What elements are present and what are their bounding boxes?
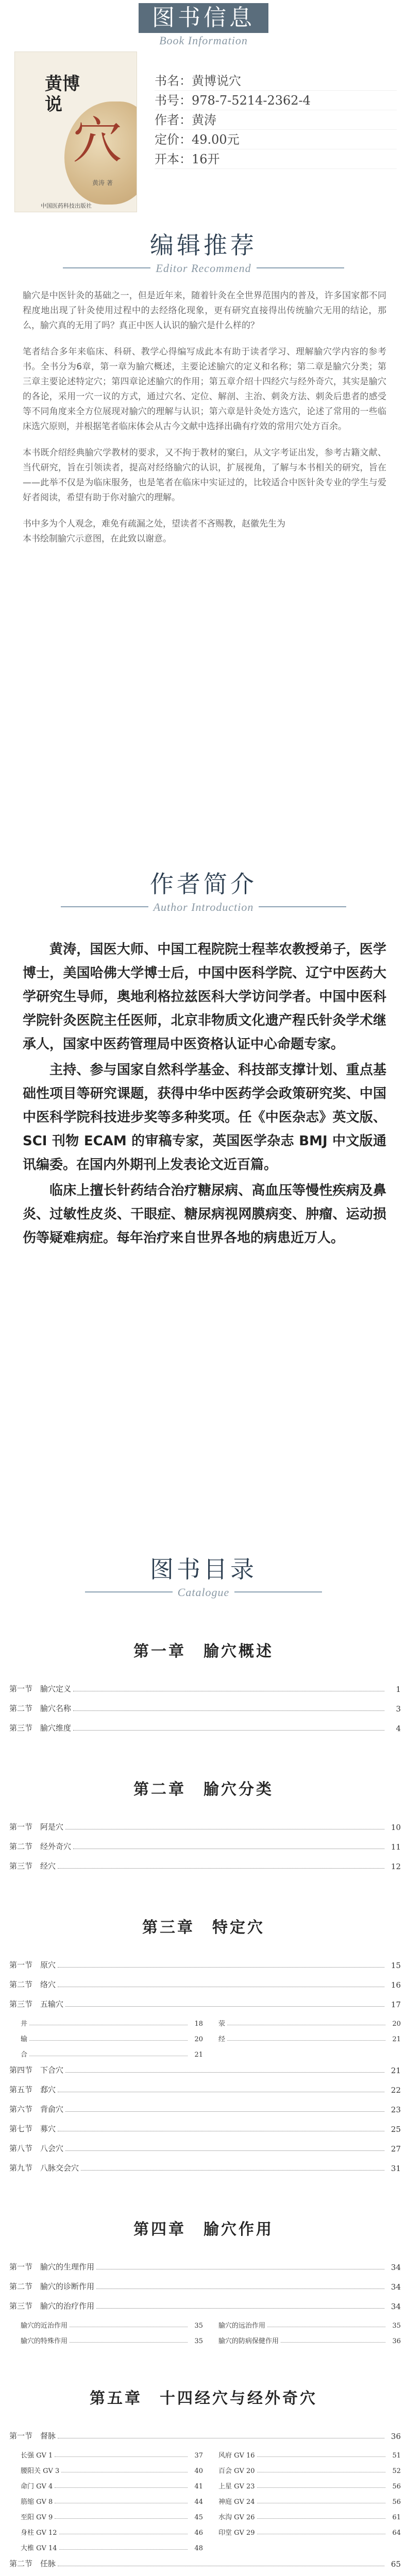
toc-subentry-pair [21, 2016, 401, 2028]
toc-section-name: 募穴 [40, 2124, 56, 2133]
toc-subentry-name: 荥 [218, 2020, 226, 2028]
book-info-title-bar [139, 3, 268, 33]
toc-page-number: 21 [391, 2066, 401, 2075]
toc-subentry [21, 2448, 203, 2460]
toc-subentry-pair [21, 2510, 401, 2521]
toc-section-name: 背俞穴 [40, 2105, 64, 2114]
toc-page-number: 41 [194, 2483, 203, 2490]
toc-page-number: 51 [392, 2452, 401, 2460]
toc-leader [96, 2308, 384, 2309]
author-subtitle: Author Introduction [153, 901, 254, 913]
toc-page-number: 31 [391, 2164, 401, 2173]
toc-page-number: 56 [392, 2498, 401, 2506]
toc-subentry [21, 2526, 203, 2537]
toc-entry [9, 2063, 401, 2075]
toc-page-number: 21 [392, 2036, 401, 2043]
toc-section-name: 督脉 [40, 2431, 56, 2441]
toc-subentry-name: 神庭 GV 24 [218, 2498, 255, 2506]
toc-entry [9, 2122, 401, 2134]
toc-page-number: 20 [392, 2020, 401, 2028]
toc-section-name: 腧穴名称 [40, 1704, 72, 1713]
book-title-field: 书名：黄博说穴 [155, 71, 397, 91]
toc-entry [9, 2429, 401, 2441]
toc-subentry [218, 2318, 401, 2330]
toc-subentry-pair [21, 2479, 401, 2490]
toc-entry [9, 2556, 401, 2569]
toc-subentry-pair [21, 2541, 401, 2552]
toc-section-name: 腧穴的生理作用 [40, 2262, 95, 2272]
toc-page-number: 34 [391, 2282, 401, 2292]
toc-leader [65, 2111, 384, 2112]
toc-leader [65, 2006, 384, 2007]
toc-section-name: 任脉 [40, 2559, 56, 2568]
toc-subentry-name: 腧穴的防病保健作用 [218, 2337, 279, 2345]
toc-page-number: 11 [391, 1842, 401, 1852]
toc-leader [73, 1710, 384, 1711]
toc-subentry [21, 2016, 203, 2028]
toc-section-name: 腧穴的诊断作用 [40, 2282, 95, 2291]
toc-subentry-pair [21, 2334, 401, 2345]
toc-subentry-name: 筋缩 GV 8 [21, 2498, 53, 2506]
toc-section-name: 郄穴 [40, 2085, 56, 2094]
toc-leader [227, 2040, 385, 2041]
toc-page-number: 22 [391, 2086, 401, 2095]
toc-section-number: 第二节 [9, 2282, 33, 2291]
toc-subentry [218, 2032, 401, 2043]
toc-page-number: 34 [391, 2302, 401, 2311]
toc-section-number: 第九节 [9, 2163, 33, 2173]
toc-section-number: 第二节 [9, 1980, 33, 1989]
toc-subentry-name: 百会 GV 20 [218, 2467, 255, 2475]
cover-publisher: 中国医药科技出版社 [41, 202, 92, 209]
toc-page-number: 52 [392, 2467, 401, 2475]
toc-entry [9, 1977, 401, 1990]
toc-subentry-name: 腰阳关 GV 3 [21, 2467, 60, 2475]
toc-section-name: 原穴 [40, 1960, 56, 1970]
toc-section-name: 八会穴 [40, 2144, 64, 2153]
toc-subentry [21, 2479, 203, 2490]
toc-subentry [218, 2016, 401, 2028]
book-info-fields [155, 71, 397, 169]
toc-entry [9, 2082, 401, 2095]
toc-section-number: 第三节 [9, 1723, 33, 1733]
toc-leader [59, 2549, 188, 2550]
toc-section-number: 第一节 [9, 1822, 33, 1832]
toc-page-number: 45 [194, 2514, 203, 2521]
toc-subentry [218, 2510, 401, 2521]
toc-page-number: 34 [391, 2263, 401, 2272]
toc-section-name: 八脉交会穴 [40, 2163, 79, 2173]
editor-header [0, 227, 407, 275]
toc-section-name: 腧穴的治疗作用 [40, 2301, 95, 2311]
book-info-title: 图书信息 [152, 5, 255, 31]
toc-leader [58, 1868, 384, 1869]
toc-leader [65, 2150, 384, 2151]
toc-section-name: 经穴 [40, 1861, 56, 1871]
toc-section-number: 第一节 [9, 1960, 33, 1970]
toc-section-number: 第二节 [9, 2559, 33, 2568]
toc-leader [257, 2487, 385, 2488]
toc-page-number: 10 [391, 1823, 401, 1832]
toc-page-number: 16 [391, 1980, 401, 1990]
toc-subentry-name: 腧穴的特殊作用 [21, 2337, 68, 2345]
toc-section-number: 第八节 [9, 2144, 33, 2153]
toc-section-number: 第四节 [9, 2065, 33, 2075]
toc-subentry [218, 2334, 401, 2345]
toc-subentry-name: 风府 GV 16 [218, 2452, 255, 2460]
toc-section-number: 第六节 [9, 2105, 33, 2114]
editor-paragraph: 腧穴是中医针灸的基础之一，但是近年来，随着针灸在全世界范围内的普及，许多国家都不同程度地出现了针灸使用过程中的去经络化现象，更有研究直接得出传统腧穴无用的结论，那么，腧穴真的无用了吗？真正中医人认识的腧穴是什么样的？ [23, 291, 386, 331]
toc-subentry-name: 至阳 GV 9 [21, 2514, 53, 2521]
toc-chapter-title: 第五章 十四经穴与经外奇穴 [90, 2389, 317, 2408]
toc-page-number: 17 [391, 2000, 401, 2009]
toc-page-number: 21 [194, 2051, 203, 2059]
cover-title-line1: 黄博 [45, 74, 80, 94]
toc-subentry [21, 2047, 203, 2059]
cover-author: 黄涛 著 [92, 179, 113, 187]
toc-subentry-name: 腧穴的远治作用 [218, 2322, 266, 2330]
toc-leader [29, 2040, 188, 2041]
toc-subentry-name: 长强 GV 1 [21, 2452, 53, 2460]
toc-subentry [218, 2495, 401, 2506]
toc-subentry [218, 2047, 401, 2059]
editor-paragraph: 笔者结合多年来临床、科研、教学心得编写成此本有助于读者学习、理解腧穴学内容的参考书。全书分为6章，第一章为腧穴概述，主要论述腧穴的定义和名称；第二章是腧穴分类；第三章主要论述特定穴；第四章论述腧穴的作用；第五章介绍十四经穴与经外奇穴，其实是腧穴的各论，采用一穴一议的方式，通过穴名、定位、解剖、主治、刺灸方法、刺灸后患者的感受等不同角度来全方位展现对腧穴的理解与认识；第六章是针灸处方选穴，论述了常用的一些临床选穴原则，并根据笔者临床体会从古今文献中选择出确有疗效的常用穴处方百余。 [23, 347, 386, 432]
toc-subentry-name: 腧穴的近治作用 [21, 2322, 68, 2330]
toc-leader [65, 2072, 384, 2073]
toc-entry [9, 2260, 401, 2272]
toc-subentry-name: 井 [21, 2020, 28, 2028]
toc-section-name: 腧穴定义 [40, 1684, 72, 1693]
book-info-subtitle: Book Information [159, 34, 248, 47]
toc-page-number: 1 [396, 1685, 401, 1694]
toc-section-number: 第一节 [9, 2262, 33, 2272]
toc-section-number: 第三节 [9, 1861, 33, 1871]
book-info-header [0, 2, 407, 47]
toc-section-number: 第七节 [9, 2124, 33, 2133]
toc-page-number: 44 [194, 2498, 203, 2506]
toc-subentry-name: 命门 GV 4 [21, 2483, 53, 2490]
toc-section-name: 经外奇穴 [40, 1842, 72, 1851]
author-field: 作者：黄涛 [155, 110, 397, 130]
toc-page-number: 35 [194, 2322, 203, 2330]
toc-chapter-title: 第一章 腧穴概述 [133, 1642, 274, 1660]
toc-leader [257, 2518, 385, 2519]
toc-section-number: 第五节 [9, 2085, 33, 2094]
toc-entry [9, 1958, 401, 1970]
toc-leader [73, 1730, 384, 1731]
toc-subentry [21, 2541, 203, 2552]
toc-subentry [21, 2318, 203, 2330]
toc-section-number: 第三节 [9, 2301, 33, 2311]
toc-leader [55, 2487, 188, 2488]
toc-section-number: 第二节 [9, 1842, 33, 1851]
toc-subentry-pair [21, 2032, 401, 2043]
author-title: 作者简介 [150, 870, 257, 898]
toc-leader [70, 2342, 188, 2343]
toc-entry [9, 1839, 401, 1852]
toc-leader [58, 1967, 384, 1968]
toc-subentry-pair [21, 2464, 401, 2475]
toc-page-number: 56 [392, 2483, 401, 2490]
author-paragraph: 黄涛，国医大师、中国工程院院士程莘农教授弟子，医学博士，美国哈佛大学博士后，中国中医科学院、辽宁中医药大学研究生导师，奥地利格拉兹医科大学访问学者。中国中医科学院针灸医院主任医师，北京非物质文化遗产程氏针灸学术继承人，国家中医药管理局中医资格认证中心命题专家。 [23, 942, 386, 1052]
toc-subentry-pair [21, 2495, 401, 2506]
editor-paragraph: 本书既介绍经典腧穴学教材的要求，又不拘于教材的窠臼，从文字考证出发，参考古籍文献、当代研究，旨在引领读者，提高对经络腧穴的认识，扩展视角，了解与本书相关的研究，旨在——此举不仅是为临床服务，也是笔者在临床中实证过的，比较适合中医针灸专业的学生与爱好者阅读，希望有助于你对腧穴的理解。 [23, 448, 386, 503]
author-text [23, 938, 386, 1252]
toc-entry [9, 2102, 401, 2114]
toc-page-number: 23 [391, 2105, 401, 2114]
isbn-field: 书号：978-7-5214-2362-4 [155, 91, 397, 110]
toc-page-number: 48 [194, 2545, 203, 2552]
toc-page-number: 40 [194, 2467, 203, 2475]
toc-page-number: 12 [391, 1862, 401, 1871]
toc-entry [9, 1701, 401, 1714]
toc-page-number: 36 [392, 2337, 401, 2345]
toc-page-number: 37 [194, 2452, 203, 2460]
toc-page-number: 36 [391, 2432, 401, 2441]
toc-page-number: 46 [194, 2529, 203, 2537]
toc-entry [9, 1721, 401, 1733]
toc-section-number: 第一节 [9, 2431, 33, 2441]
toc-chapter-title: 第三章 特定穴 [142, 1919, 265, 1937]
toc-page-number: 35 [392, 2322, 401, 2330]
toc-page-number: 61 [392, 2514, 401, 2521]
toc-subentry [21, 2464, 203, 2475]
toc-title: 图书目录 [150, 1555, 257, 1583]
toc-subentry-name: 输 [21, 2036, 28, 2043]
book-cover [14, 52, 137, 212]
toc-section-number: 第三节 [9, 1999, 33, 2009]
toc-subentry [218, 2448, 401, 2460]
format-field: 开本：16开 [155, 149, 397, 169]
author-header [0, 866, 407, 914]
toc-page-number: 64 [392, 2529, 401, 2537]
toc-subentry-name: 身柱 GV 12 [21, 2529, 57, 2537]
author-paragraph: 主持、参与国家自然科学基金、科技部支撑计划、重点基础性项目等研究课题，获得中华中医药学会政策研究奖、中国中医科学院科技进步奖等多种奖项。任《中医杂志》英文版、SCI 刊物 ECAM 的审稿专家，英国医学杂志 BMJ 中文版通讯编委。在国内外期刊上发表论文近百篇。 [23, 1062, 386, 1173]
toc-page-number: 15 [391, 1961, 401, 1970]
toc-section-number: 第一节 [9, 1684, 33, 1693]
toc-subentry [21, 2032, 203, 2043]
price-field: 定价：49.00元 [155, 130, 397, 149]
editor-paragraph: 本书绘制腧穴示意图，在此致以谢意。 [23, 534, 172, 544]
toc-section-name: 腧穴维度 [40, 1723, 72, 1733]
toc-chapter-title: 第二章 腧穴分类 [133, 1781, 274, 1799]
toc-entry [9, 2161, 401, 2173]
editor-title: 编辑推荐 [150, 231, 257, 259]
toc-section-name: 下合穴 [40, 2065, 64, 2075]
toc-entry [9, 2299, 401, 2311]
cover-title-line2: 说 [45, 94, 62, 115]
toc-entry [9, 1859, 401, 1871]
toc-page-number: 25 [391, 2125, 401, 2134]
toc-leader [281, 2342, 385, 2343]
toc-entry [9, 2279, 401, 2292]
toc-entry [9, 1682, 401, 1694]
toc-chapter-title: 第四章 腧穴作用 [133, 2221, 274, 2239]
editor-text [23, 289, 386, 558]
toc-subentry-name: 上星 GV 23 [218, 2483, 255, 2490]
editor-subtitle: Editor Recommend [156, 262, 251, 275]
toc-subentry [218, 2464, 401, 2475]
toc-leader [55, 2518, 188, 2519]
toc-page-number: 18 [194, 2020, 203, 2028]
toc-entry [9, 1820, 401, 1832]
toc-subentry [21, 2495, 203, 2506]
toc-subentry-name: 印堂 GV 29 [218, 2529, 255, 2537]
toc-subentry [21, 2510, 203, 2521]
toc-page-number: 20 [194, 2036, 203, 2043]
toc-section-name: 五输穴 [40, 1999, 64, 2009]
author-paragraph: 临床上擅长针药结合治疗糖尿病、高血压等慢性疾病及鼻炎、过敏性皮炎、干眼症、糖尿病视网膜病变、肿瘤、运动损伤等疑难病症。每年治疗来自世界各地的病患近万人。 [23, 1183, 386, 1246]
editor-paragraph: 书中多为个人观念，难免有疏漏之处，望读者不吝赐教，赵徽先生为 [23, 519, 285, 529]
toc-subentry-name: 大椎 GV 14 [21, 2545, 57, 2552]
toc-subentry-pair [21, 2318, 401, 2330]
toc-subentry [218, 2541, 401, 2552]
cover-title-glyph: 穴 [73, 112, 122, 170]
toc-header [0, 1551, 407, 1599]
toc-page-number: 65 [391, 2560, 401, 2569]
toc-subentry [218, 2479, 401, 2490]
toc-subentry-name: 经 [218, 2036, 226, 2043]
toc-section-name: 络穴 [40, 1980, 56, 1989]
toc-subentry-pair [21, 2448, 401, 2460]
toc-entry [9, 2141, 401, 2154]
toc-leader [55, 2456, 188, 2457]
toc-subentry-pair [21, 2526, 401, 2537]
toc-page-number: 3 [396, 1704, 401, 1714]
toc-leader [81, 2170, 384, 2171]
toc-subentry [218, 2526, 401, 2537]
toc-subentry-name: 合 [21, 2051, 28, 2059]
toc-page-number: 35 [194, 2337, 203, 2345]
toc-leader [257, 2456, 385, 2457]
toc-subentry-name: 水沟 GV 26 [218, 2514, 255, 2521]
toc-section-number: 第二节 [9, 1704, 33, 1713]
toc-section-name: 阿是穴 [40, 1822, 64, 1832]
toc-entry [9, 1997, 401, 2009]
toc-subentry-pair [21, 2047, 401, 2059]
toc-page-number: 27 [391, 2144, 401, 2154]
toc-subtitle: Catalogue [177, 1586, 230, 1599]
toc-subentry [21, 2334, 203, 2345]
toc-page-number: 4 [396, 1724, 401, 1733]
